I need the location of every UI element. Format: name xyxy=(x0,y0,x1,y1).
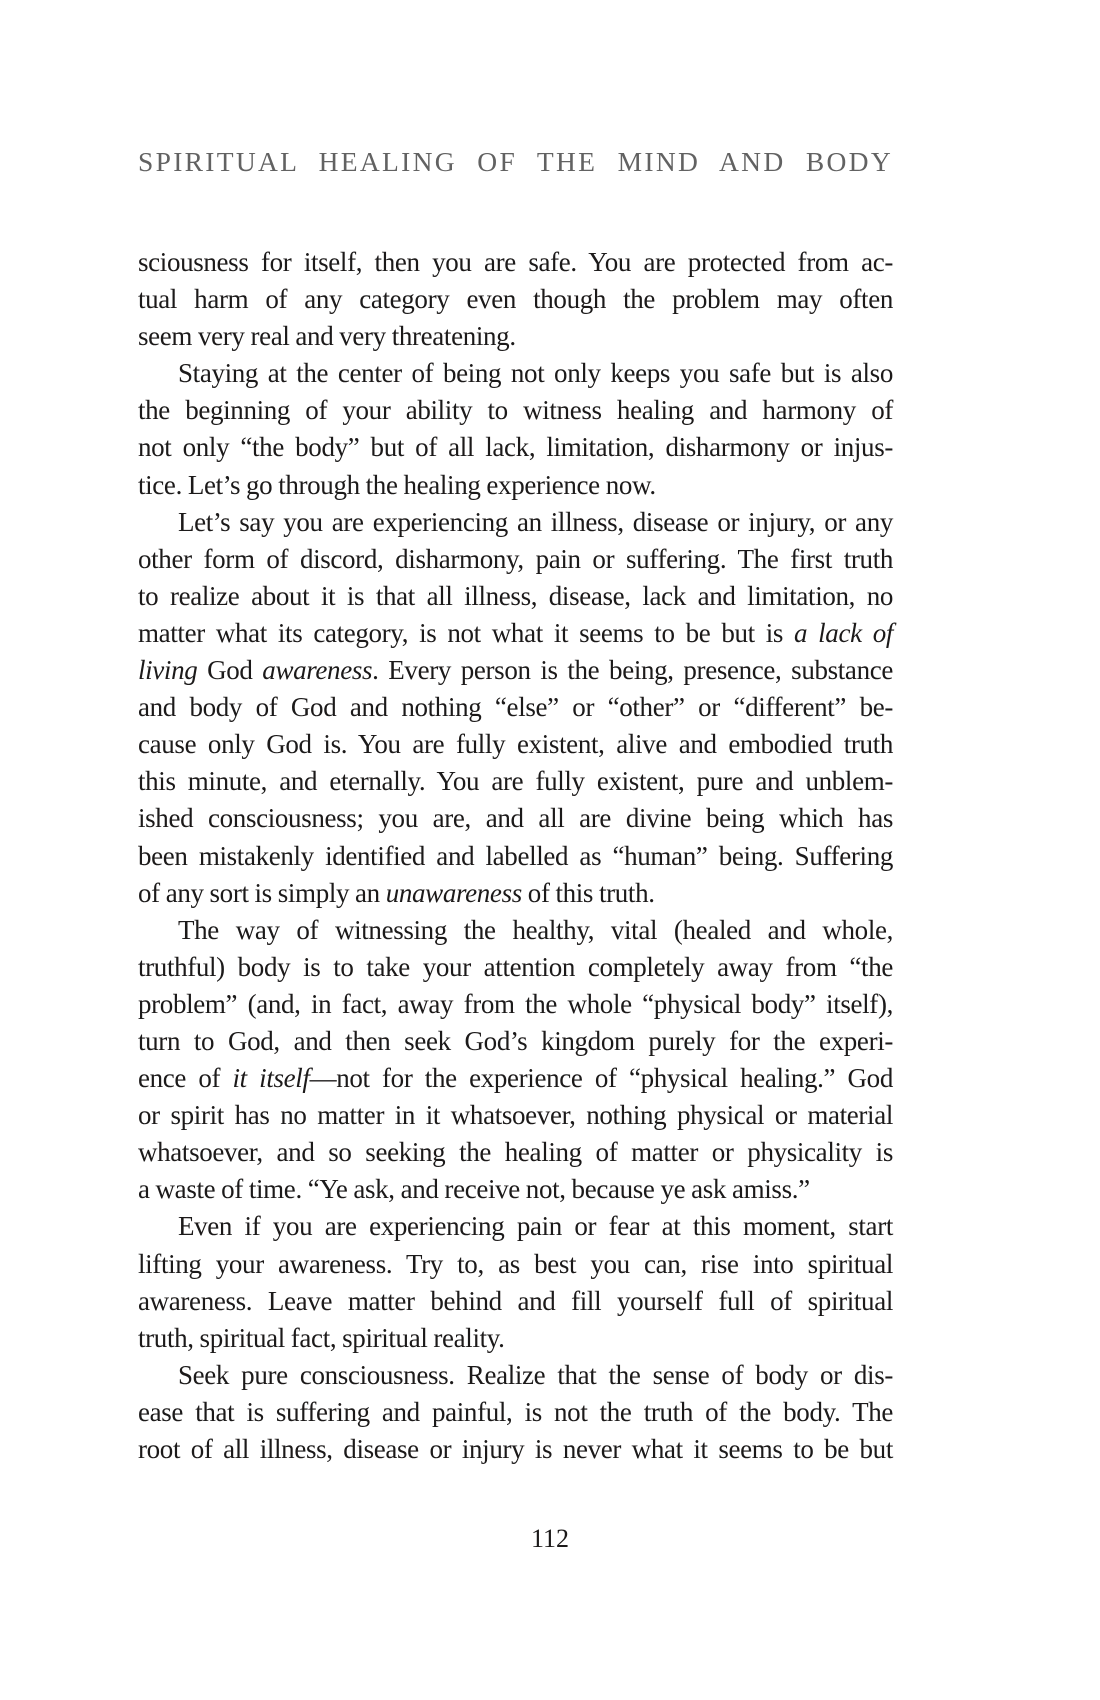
text-run: matter what its category, is not what it seems to be but is xyxy=(138,617,795,648)
text-run: Staying at the center of being not only keeps you safe but is also xyxy=(178,358,893,389)
text-line xyxy=(138,800,893,837)
text-run: sciousness for itself, then you are safe. You are protected from ac- xyxy=(138,247,893,277)
text-run: lifting your awareness. Try to, as best you can, rise into spiritual xyxy=(138,1248,893,1279)
italic-text: awareness xyxy=(262,655,373,686)
text-line xyxy=(138,244,893,281)
text-line xyxy=(138,1134,893,1171)
text-line xyxy=(138,1171,893,1208)
text-run: this minute, and eternally. You are fully existent, pure and unblem- xyxy=(138,766,893,797)
text-run: . Every person is the being, presence, substance xyxy=(372,655,893,686)
italic-text: it itself xyxy=(232,1063,310,1094)
text-line xyxy=(138,1394,893,1431)
text-run: or spirit has no matter in it whatsoever, nothing physical or material xyxy=(138,1100,893,1131)
text-line xyxy=(138,281,893,318)
italic-text: a lack of xyxy=(794,617,893,648)
text-run: not only “the body” but of all lack, limitation, disharmony or injus- xyxy=(138,432,893,463)
running-head: SPIRITUAL HEALING OF THE MIND AND BODY xyxy=(138,146,893,177)
text-run: ence of xyxy=(138,1063,233,1094)
text-line xyxy=(138,578,893,615)
text-run: cause only God is. You are fully existent, alive and embodied truth xyxy=(138,729,893,760)
text-run: and body of God and nothing “else” or “other” or “different” be- xyxy=(138,692,893,723)
text-line xyxy=(138,541,893,578)
text-line xyxy=(138,949,893,986)
text-run: truth, spiritual fact, spiritual reality. xyxy=(138,1322,505,1353)
text-line xyxy=(138,1431,893,1468)
text-line xyxy=(138,1097,893,1134)
text-run: to realize about it is that all illness, disease, lack and limitation, no xyxy=(138,580,893,611)
text-run: root of all illness, disease or injury is never what it seems to be but xyxy=(138,1434,893,1464)
text-line xyxy=(138,1246,893,1283)
text-run: Seek pure consciousness. Realize that the sense of body or dis- xyxy=(178,1359,893,1390)
text-line xyxy=(138,318,893,355)
paragraph-first-line xyxy=(138,504,893,541)
text-run: seem very real and very threatening. xyxy=(138,321,516,352)
body-text xyxy=(138,244,893,1468)
text-run: tice. Let’s go through the healing experience now. xyxy=(138,469,656,500)
text-line xyxy=(138,763,893,800)
text-run: truthful) body is to take your attention completely away from “the xyxy=(138,951,893,982)
text-run: of this truth. xyxy=(521,877,655,908)
text-run: ease that is suffering and painful, is not the truth of the body. The xyxy=(138,1396,893,1427)
paragraph-first-line xyxy=(138,355,893,392)
text-run: The way of witnessing the healthy, vital (healed and whole, xyxy=(178,914,893,945)
text-line xyxy=(138,986,893,1023)
italic-text: unawareness xyxy=(385,877,522,908)
text-line xyxy=(138,1320,893,1357)
text-run: problem” (and, in fact, away from the whole “physical body” itself), xyxy=(138,988,893,1019)
text-run: other form of discord, disharmony, pain or suffering. The first truth xyxy=(138,543,893,574)
text-line xyxy=(138,1023,893,1060)
text-line xyxy=(138,429,893,466)
text-line xyxy=(138,726,893,763)
text-line xyxy=(138,1060,893,1097)
text-line xyxy=(138,875,893,912)
text-line xyxy=(138,467,893,504)
text-run: Even if you are experiencing pain or fear at this moment, start xyxy=(178,1211,893,1242)
text-line xyxy=(138,838,893,875)
text-run: Let’s say you are experiencing an illness, disease or injury, or any xyxy=(178,506,893,537)
text-run: turn to God, and then seek God’s kingdom purely for the experi- xyxy=(138,1025,893,1056)
italic-text: living xyxy=(138,655,198,686)
text-line xyxy=(138,689,893,726)
paragraph-first-line xyxy=(138,1208,893,1245)
text-run: a waste of time. “Ye ask, and receive not, because ye ask amiss.” xyxy=(138,1174,810,1205)
text-line xyxy=(138,1283,893,1320)
page-number: 112 xyxy=(530,1524,570,1553)
text-run: ished consciousness; you are, and all are divine being which has xyxy=(138,803,893,834)
text-run: —not for the experience of “physical healing.” God xyxy=(309,1063,893,1094)
text-line xyxy=(138,652,893,689)
text-run: whatsoever, and so seeking the healing of matter or physicality is xyxy=(138,1137,893,1168)
paragraph-first-line xyxy=(138,912,893,949)
paragraph-first-line xyxy=(138,1357,893,1394)
text-run: the beginning of your ability to witness healing and harmony of xyxy=(138,395,893,426)
text-run: awareness. Leave matter behind and fill yourself full of spiritual xyxy=(138,1285,893,1316)
text-run: been mistakenly identified and labelled as “human” being. Suffering xyxy=(138,840,893,871)
text-run: God xyxy=(197,655,263,686)
text-line xyxy=(138,615,893,652)
text-run: tual harm of any category even though the problem may often xyxy=(138,284,893,315)
text-run: of any sort is simply an xyxy=(138,877,386,908)
text-line xyxy=(138,392,893,429)
